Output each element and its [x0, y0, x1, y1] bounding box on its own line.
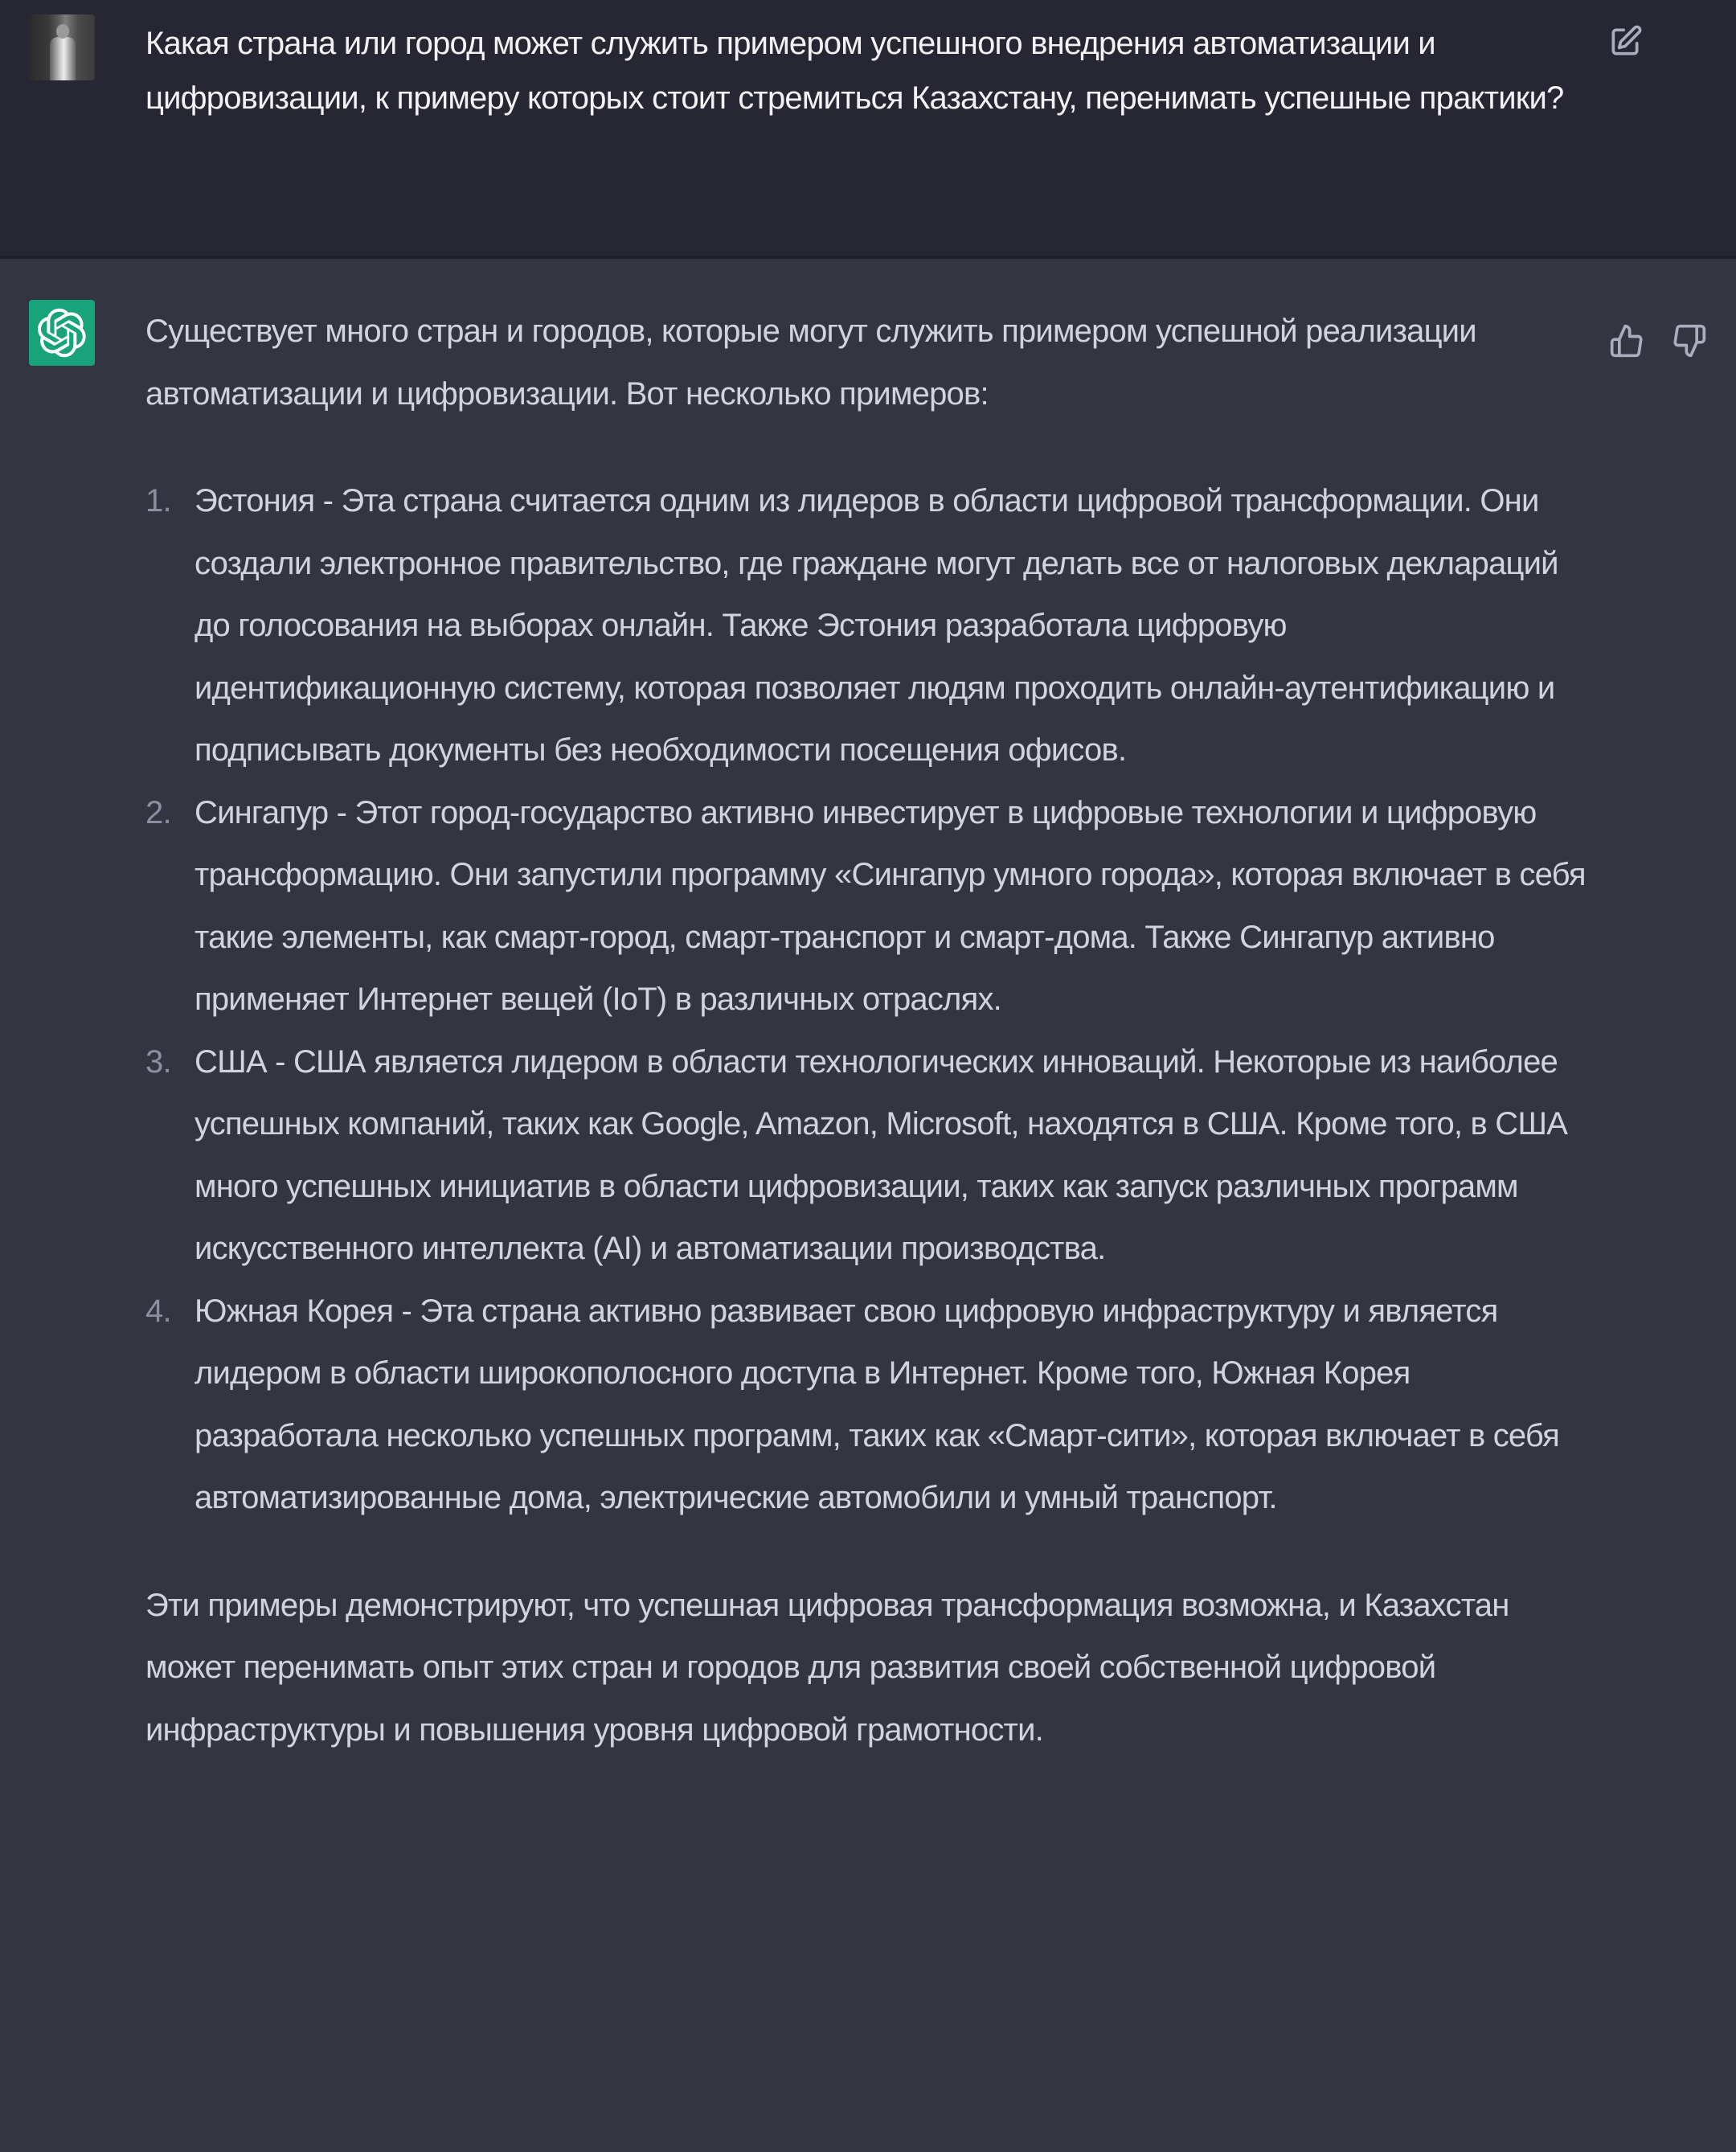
examples-list: [145, 470, 1592, 1530]
list-item-south-korea: [145, 1281, 1592, 1530]
list-number: 4.: [145, 1293, 171, 1329]
list-item-text: Сингапур - Этот город-государство активно инвестирует в цифровые технологии и цифровую трансформацию. Они запустили программу «Сингапур умного города», которая включает в себя такие элементы, как смарт-город, смарт-транспорт и смарт-дома. Также Сингапур активно применяет Интернет вещей (IoT) в различных отраслях.: [194, 794, 1586, 1017]
thumbs-up-icon: [1609, 323, 1644, 359]
list-item-text: США - США является лидером в области технологических инноваций. Некоторые из наиболее успешных компаний, таких как Google, Amazon, Microsoft, находятся в США. Кроме того, в США много успешных инициатив в области цифровизации, таких как запуск различных программ искусственного интеллекта (AI) и автоматизации производства.: [194, 1043, 1568, 1266]
assistant-conclusion: Эти примеры демонстрируют, что успешная цифровая трансформация возможна, и Казахстан может перенимать опыт этих стран и городов для развития своей собственной цифровой инфраструктуры и повышения уровня цифровой грамотности.: [145, 1587, 1509, 1748]
thumbs-up-button[interactable]: [1607, 322, 1646, 360]
assistant-avatar: [29, 300, 95, 366]
list-number: 3.: [145, 1043, 171, 1080]
list-item-estonia: [145, 470, 1592, 782]
assistant-intro: Существует много стран и городов, которые могут служить примером успешной реализации автоматизации и цифровизации. Вот несколько примеров:: [145, 314, 1476, 412]
user-photo-icon: [50, 24, 74, 80]
list-item-text: Эстония - Эта страна считается одним из лидеров в области цифровой трансформации. Они создали электронное правительство, где граждане могут делать все от налоговых деклараций до голосования на выборах онлайн. Также Эстония разработала цифровую идентификационную систему, которая позволяет людям проходить онлайн-аутентификацию и подписывать документы без необходимости посещения офисов.: [194, 483, 1558, 768]
thumbs-down-button[interactable]: [1670, 322, 1709, 360]
user-avatar: [29, 14, 95, 80]
user-message-text: [145, 16, 1592, 125]
list-number: 2.: [145, 794, 171, 830]
openai-logo-icon: [37, 308, 87, 358]
user-question: Какая страна или город может служить примером успешного внедрения автоматизации и цифровизации, к примеру которых стоит стремиться Казахстану, перенимать успешные практики?: [145, 26, 1564, 116]
thumbs-down-icon: [1672, 323, 1707, 359]
assistant-message-row: [0, 259, 1736, 2152]
user-message-row: [0, 0, 1736, 259]
edit-icon: [1607, 24, 1643, 59]
list-item-text: Южная Корея - Эта страна активно развивает свою цифровую инфраструктуру и является лидером в области широкополосного доступа в Интернет. Кроме того, Южная Корея разработала несколько успешных программ, таких как «Смарт-сити», которая включает в себя автоматизированные дома, электрические автомобили и умный транспорт.: [194, 1293, 1559, 1515]
list-item-singapore: [145, 782, 1592, 1031]
list-number: 1.: [145, 483, 171, 519]
list-item-usa: [145, 1031, 1592, 1281]
assistant-message-text: [145, 301, 1592, 1761]
edit-message-button[interactable]: [1606, 23, 1644, 61]
